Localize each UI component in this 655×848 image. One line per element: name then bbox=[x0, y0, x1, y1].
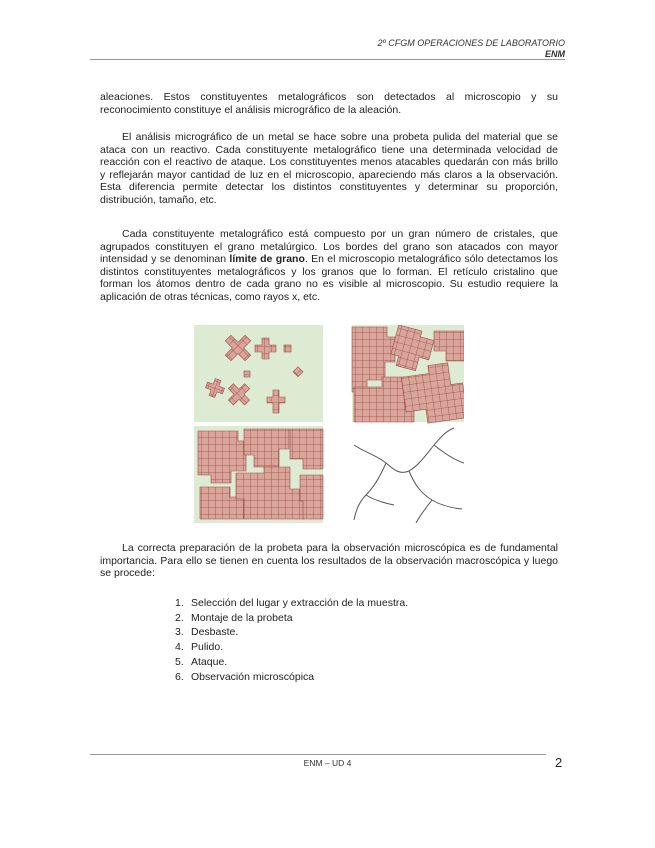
step-number: 2. bbox=[175, 611, 184, 624]
step-number: 1. bbox=[175, 597, 184, 609]
paragraph-intro: aleaciones. Estos constituyentes metalográficos son detectados al microscopio y su reconocimiento constituye el análisis micrográfico de la aleación. bbox=[100, 91, 558, 116]
step-number: 3. bbox=[175, 626, 184, 639]
step-text: Desbaste. bbox=[191, 626, 239, 639]
footer-text: ENM – UD 4 bbox=[303, 758, 352, 768]
header-course: 2º CFGM OPERACIONES DE LABORATORIO bbox=[377, 38, 565, 48]
panel-nucleation bbox=[194, 325, 323, 422]
paragraph-grain-part2: . En el microscopio metalográfico sólo detectamos los distintos constituyentes metalográficos y los granos que lo forman. El retículo cristalino que forman los átomos dentro de cada grano no es visible al microscopio. Su estudio requiere la aplicación de otras técnicas, como rayos x, etc. bbox=[100, 253, 558, 303]
step-number: 5. bbox=[175, 655, 184, 668]
grain-boundary-term: límite de grano bbox=[229, 253, 305, 266]
list-item bbox=[175, 640, 408, 655]
panel-growth bbox=[352, 325, 464, 426]
list-item bbox=[175, 611, 408, 626]
step-text: Montaje de la probeta bbox=[191, 611, 293, 624]
list-item bbox=[175, 625, 408, 640]
panel-grain-boundaries bbox=[352, 426, 464, 523]
step-text: Ataque. bbox=[191, 655, 228, 668]
footer-divider bbox=[90, 754, 546, 755]
step-text: Pulido. bbox=[191, 641, 224, 654]
list-item bbox=[175, 670, 408, 685]
paragraph-grain-part1: Cada constituyente metalográfico está compuesto por un gran número de cristales, que agrupados constituyen el grano metalúrgico. Los bordes del grano son atacados con mayor intensidad y se denominan bbox=[100, 228, 558, 266]
page-number: 2 bbox=[555, 755, 563, 770]
list-item bbox=[175, 596, 408, 611]
paragraph-micrographic-analysis: El análisis micrográfico de un metal se hace sobre una probeta pulida del material que se ataca con un reactivo. Cada constituyente metalográfico tiene una determinada velocidad de reacción con el reactivo de ataque. Los constituyentes menos atacables quedarán con más brillo y reflejarán mayor cantidad de luz en el microscopio, apareciendo más claros a la observación. Esta diferencia permite detectar los distintos constituyentes y determinar su proporción, distribución, tamaño, etc. bbox=[100, 131, 558, 206]
paragraph-grain bbox=[100, 228, 558, 304]
step-text: Observación microscópica bbox=[191, 670, 315, 683]
step-number: 6. bbox=[175, 670, 184, 683]
grain-growth-figure bbox=[194, 325, 464, 523]
header-subject: ENM bbox=[545, 49, 565, 59]
step-text: Selección del lugar y extracción de la muestra. bbox=[191, 597, 409, 609]
step-number: 4. bbox=[175, 641, 184, 654]
preparation-steps-list bbox=[175, 596, 408, 684]
header-divider bbox=[90, 59, 565, 60]
list-item bbox=[175, 655, 408, 670]
paragraph-sample-preparation: La correcta preparación de la probeta para la observación microscópica es de fundamental importancia. Para ello se tienen en cuenta los resultados de la observación macroscópica y luego se procede: bbox=[100, 542, 558, 580]
panel-grains-formed bbox=[194, 426, 323, 523]
